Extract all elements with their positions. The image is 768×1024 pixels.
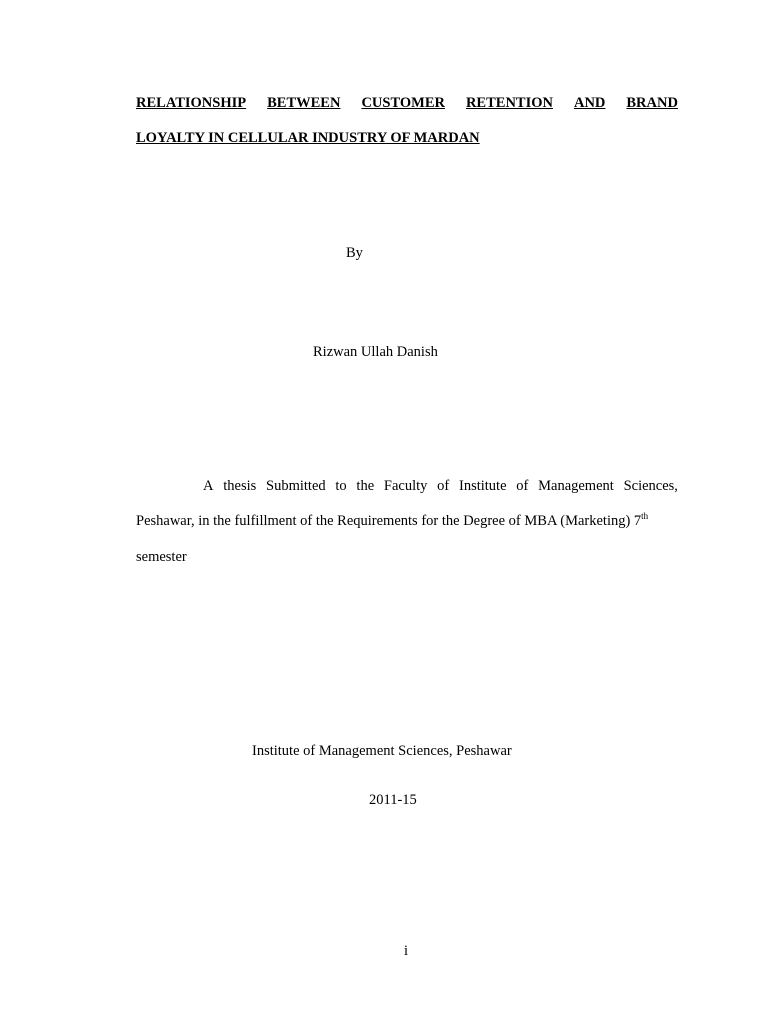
description-word: Sciences, (623, 478, 678, 494)
institute-name: Institute of Management Sciences, Peshawar (252, 743, 512, 759)
description-word: the (356, 478, 375, 494)
author-name: Rizwan Ullah Danish (313, 344, 438, 360)
title-word: AND (573, 95, 606, 111)
title-word: BRAND (626, 95, 678, 111)
title-line-2: LOYALTY IN CELLULAR INDUSTRY OF MARDAN (136, 130, 480, 146)
description-word: of (437, 478, 450, 494)
title-word: RETENTION (465, 95, 553, 111)
by-label: By (346, 245, 363, 261)
page-number: i (404, 943, 409, 959)
description-word: Faculty (383, 478, 428, 494)
description-line-2-text: Peshawar, in the fulfillment of the Requirements for the Degree of MBA (Marketing) 7 (136, 513, 642, 529)
title-word: CUSTOMER (361, 95, 445, 111)
description-line-3: semester (136, 549, 187, 565)
ordinal-superscript: th (641, 511, 649, 521)
description-word: Institute (458, 478, 507, 494)
description-word: thesis (223, 478, 257, 494)
title-line-1 (136, 94, 678, 112)
description-word: A (203, 478, 214, 494)
description-line-1 (136, 477, 678, 495)
title-word: BETWEEN (267, 95, 341, 111)
description-line-2 (136, 512, 678, 530)
year-range: 2011-15 (369, 792, 417, 808)
description-word: of (516, 478, 529, 494)
description-word: Submitted (266, 478, 326, 494)
description-word: to (335, 478, 347, 494)
title-word: RELATIONSHIP (136, 95, 247, 111)
description-word: Management (538, 478, 614, 494)
